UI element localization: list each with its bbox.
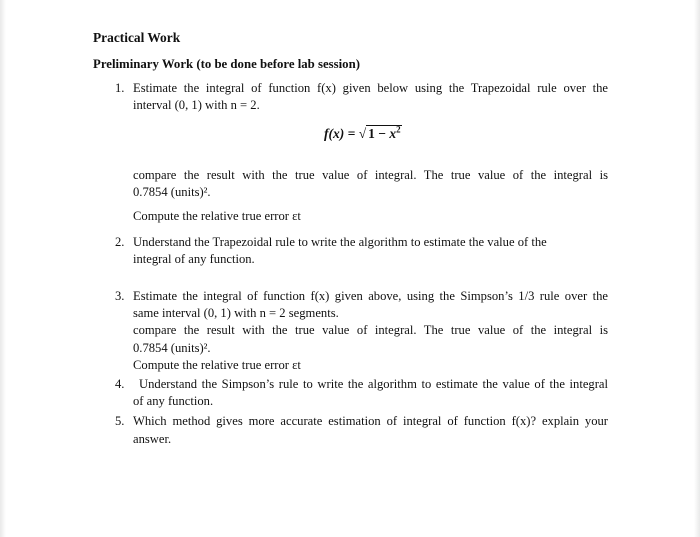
item-2-line-1: Understand the Trapezoidal rule to write the algorithm to estimate the value of the — [133, 235, 547, 249]
sqrt-radicand: $1 - x^2$ — [368, 124, 401, 141]
item-2-line-2: integral of any function. — [133, 252, 255, 266]
item-3-compare-line-1: compare the result with the true value of integral. The true value of the integral is — [133, 323, 608, 337]
item-5-line-2: answer. — [133, 432, 172, 446]
formula-fx — [324, 125, 402, 143]
item-4-number: 4. — [115, 377, 125, 391]
item-1-compare-line-2: 0.7854 (units)². — [133, 185, 211, 199]
item-1-number: 1. — [115, 81, 125, 95]
sqrt-sign: √ — [358, 126, 367, 141]
item-1-line-2: interval (0, 1) with n = 2. — [133, 98, 260, 112]
item-5-number: 5. — [115, 414, 125, 428]
item-4-line-2: of any function. — [133, 394, 214, 408]
item-3-line-1: Estimate the integral of function f(x) given above, using the Simpson’s 1/3 rule over the — [133, 289, 608, 303]
item-3-compare-line-2: 0.7854 (units)². — [133, 341, 211, 355]
item-1-compare-line-1: compare the result with the true value of integral. The true value of the integral is — [133, 168, 608, 182]
item-3-relative-error: Compute the relative true error εt — [133, 358, 301, 372]
item-4-line-1: Understand the Simpson’s rule to write the algorithm to estimate the value of the integral — [139, 377, 608, 391]
item-3-line-2: same interval (0, 1) with n = 2 segments. — [133, 306, 339, 320]
item-2-number: 2. — [115, 235, 125, 249]
section-subheading: Preliminary Work (to be done before lab session) — [93, 57, 360, 71]
formula-lhs: f(x) = — [324, 126, 359, 141]
item-1-line-1: Estimate the integral of function f(x) given below using the Trapezoidal rule over the — [133, 81, 608, 95]
item-5-line-1: Which method gives more accurate estimation of integral of function f(x)? explain your — [133, 414, 608, 428]
page-title: Practical Work — [93, 30, 181, 45]
item-1-relative-error: Compute the relative true error εt — [133, 209, 301, 223]
item-3-number: 3. — [115, 289, 125, 303]
